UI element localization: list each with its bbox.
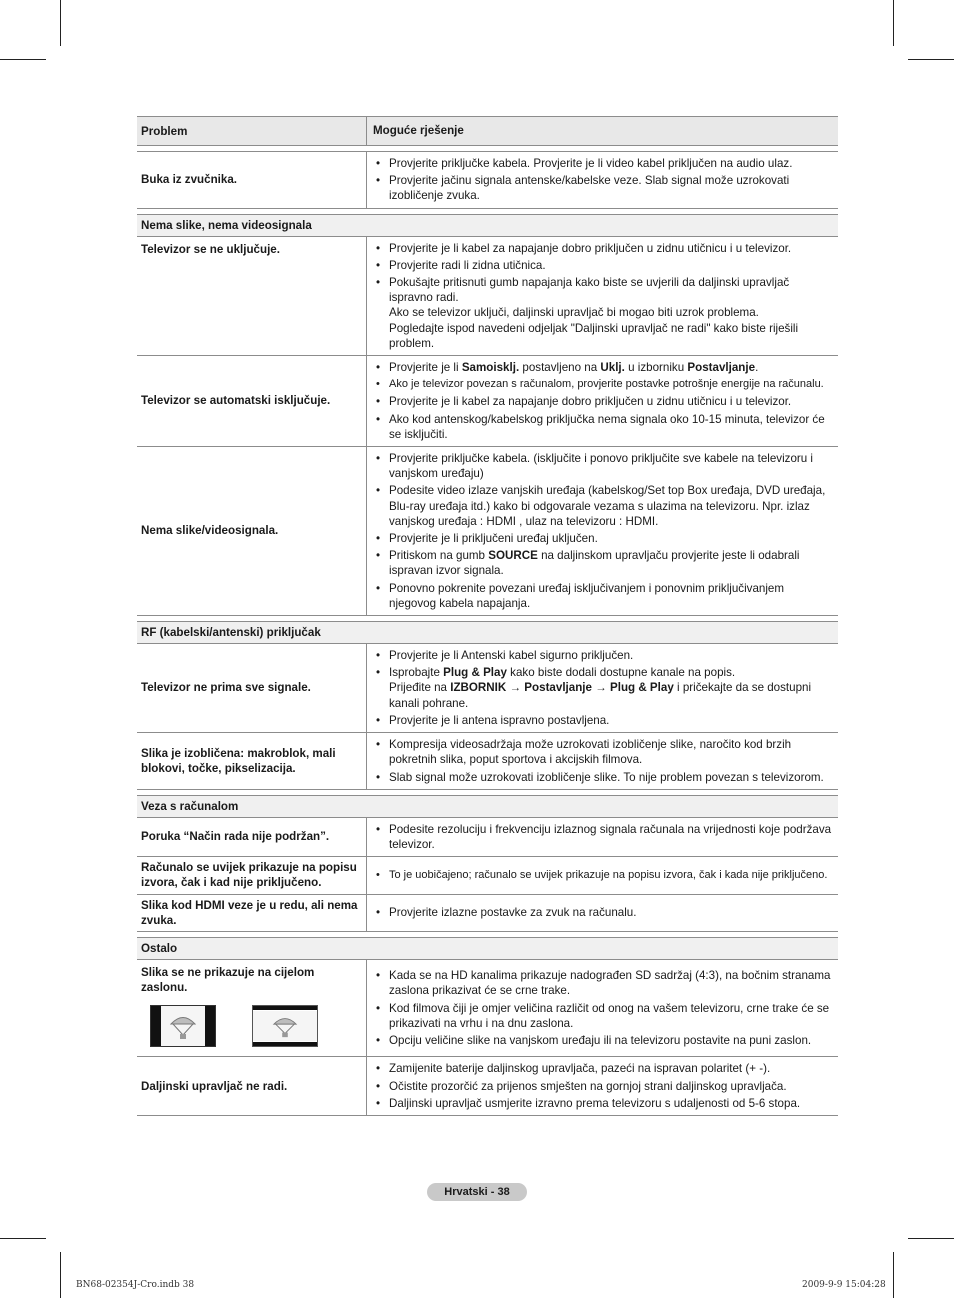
table-row [137, 1057, 838, 1116]
crop-mark [60, 0, 61, 46]
crop-mark [908, 1238, 954, 1239]
header-problem: Problem [137, 117, 367, 146]
solution-item: • Daljinski upravljač usmjerite izravno prema televizoru s udaljenosti od 5-6 stopa. [373, 1096, 834, 1111]
problem-cell: Slika kod HDMI veze je u redu, ali nema zvuka. [137, 894, 367, 931]
table-header [137, 117, 838, 146]
solution-item: • Kada se na HD kanalima prikazuje nadograđen SD sadržaj (4:3), na bočnim stranama zaslona prikazivat će se crne trake. [373, 968, 834, 998]
solution-cell [367, 894, 839, 931]
solution-item: • Provjerite izlazne postavke za zvuk na računalu. [373, 905, 834, 920]
crop-mark [893, 1252, 894, 1298]
solution-item: • Kod filmova čiji je omjer veličina različit od onog na vašem televizoru, crne trake će se prikazivati na vrhu i na dnu zaslona. [373, 1001, 834, 1031]
solution-item: • Očistite prozorčić za prijenos smješten na gornjoj strani daljinskog upravljača. [373, 1079, 834, 1094]
section-header: Veza s računalom [137, 795, 838, 817]
problem-cell: Slika je izobličena: makroblok, mali blokovi, točke, pikselizacija. [137, 733, 367, 790]
solution-item: • Provjerite priključke kabela. Provjerite je li video kabel priključen na audio ulaz. [373, 156, 834, 171]
table-row [137, 894, 838, 931]
crop-mark [60, 1252, 61, 1298]
solution-cell [367, 356, 839, 447]
table-row [137, 817, 838, 856]
header-solution: Moguće rješenje [367, 117, 839, 146]
solution-item: • Provjerite je li priključeni uređaj uključen. [373, 531, 834, 546]
crop-mark [0, 1238, 46, 1239]
problem-cell: Televizor ne prima sve signale. [137, 644, 367, 733]
problem-cell: Nema slike/videosignala. [137, 447, 367, 616]
solution-cell [367, 733, 839, 790]
section-header: Nema slike, nema videosignala [137, 214, 838, 236]
solution-cell [367, 857, 839, 894]
solution-cell [367, 447, 839, 616]
section-header: Ostalo [137, 937, 838, 959]
problem-cell: Buka iz zvučnika. [137, 152, 367, 209]
solution-item: • Provjerite priključke kabela. (isključite i ponovo priključite sve kabele na televizoru i vanjskom uređaju) [373, 451, 834, 481]
solution-cell [367, 1057, 839, 1116]
solution-item: • Slab signal može uzrokovati izobličenje slike. To nije problem povezan s televizorom. [373, 770, 834, 785]
crop-mark [908, 59, 954, 60]
table-row [137, 447, 838, 616]
problem-cell: Daljinski upravljač ne radi. [137, 1057, 367, 1116]
solution-item: • Provjerite je li Antenski kabel sigurno priključen. [373, 648, 834, 663]
solution-item: • Pritiskom na gumb SOURCE na daljinskom upravljaču provjerite jeste li odabrali ispravan izvor signala. [373, 548, 834, 578]
solution-item: • Kompresija videosadržaja može uzrokovati izobličenje slike, naročito kod brzih pokretnih slika, poput sportova i akcijskih filmova. [373, 737, 834, 767]
solution-item: • Provjerite radi li zidna utičnica. [373, 258, 834, 273]
solution-item: • Opciju veličine slike na vanjskom uređaju ili na televizoru postavite na puni zaslon. [373, 1033, 834, 1048]
letterbox-screen-icon [252, 1005, 318, 1047]
solution-cell [367, 959, 839, 1056]
table-row [137, 236, 838, 355]
crop-mark [893, 0, 894, 46]
solution-item: • Provjerite jačinu signala antenske/kabelske veze. Slab signal može uzrokovati izobličenje zvuka. [373, 173, 834, 203]
solution-item: • Provjerite je li kabel za napajanje dobro priključen u zidnu utičnicu i u televizor. [373, 394, 834, 409]
table-row [137, 152, 838, 209]
solution-cell [367, 152, 839, 209]
aspect-ratio-illustrations [150, 1005, 362, 1047]
table-row [137, 857, 838, 894]
solution-item: • Ako je televizor povezan s računalom, provjerite postavke potrošnje energije na računalu. [373, 377, 834, 392]
solution-item: • Ponovno pokrenite povezani uređaj isključivanjem i ponovnim priključivanjem njegovog kabela napajanja. [373, 581, 834, 611]
table-row [137, 959, 838, 1056]
section-header: RF (kabelski/antenski) priključak [137, 622, 838, 644]
problem-cell: Računalo se uvijek prikazuje na popisu izvora, čak i kad nije priključeno. [137, 857, 367, 894]
table-row [137, 733, 838, 790]
troubleshooting-table [137, 116, 838, 1116]
pillarbox-screen-icon [150, 1005, 216, 1047]
solution-item: • Provjerite je li antena ispravno postavljena. [373, 713, 834, 728]
problem-cell [137, 959, 367, 1056]
problem-cell: Televizor se ne uključuje. [137, 236, 367, 355]
problem-cell: Poruka “Način rada nije podržan”. [137, 817, 367, 856]
solution-item: • Isprobajte Plug & Play kako biste dodali dostupne kanale na popis. Prijeđite na IZBORNIK → Postavljanje → Plug & Play i pričekajte da se dostupni kanali pohrane. [373, 665, 834, 711]
solution-cell [367, 236, 839, 355]
solution-item: • Pokušajte pritisnuti gumb napajanja kako biste se uvjerili da daljinski upravljač ispravno radi. Ako se televizor uključi, daljinski upravljač bi mogao biti uzrok problema. Pogledajte ispod navedeni odjeljak "Daljinski upravljač ne radi" kako biste riješili problem. [373, 275, 834, 351]
problem-label: Slika se ne prikazuje na cijelom zaslonu. [141, 965, 315, 995]
solution-item: • To je uobičajeno; računalo se uvijek prikazuje na popisu izvora, čak i kada nije priključeno. [373, 868, 834, 883]
solution-cell [367, 644, 839, 733]
table-row [137, 356, 838, 447]
solution-item: • Provjerite je li kabel za napajanje dobro priključen u zidnu utičnicu i u televizor. [373, 241, 834, 256]
solution-item: • Podesite video izlaze vanjskih uređaja (kabelskog/Set top Box uređaja, DVD uređaja, Blu-ray uređaja itd.) kako bi odgovarale vezama s ulazima na televizoru. Npr. izlaz vanjskog uređaja : HDMI , ulaz na televizoru : HDMI. [373, 483, 834, 529]
solution-item: • Provjerite je li Samoisklj. postavljeno na Uklj. u izborniku Postavljanje. [373, 360, 834, 375]
solution-item: • Ako kod antenskog/kabelskog priključka nema signala oko 10-15 minuta, televizor će se isključiti. [373, 412, 834, 442]
solution-item: • Zamijenite baterije daljinskog upravljača, pazeći na ispravan polaritet (+ -). [373, 1061, 834, 1076]
solution-item: • Podesite rezoluciju i frekvenciju izlaznog signala računala na vrijednosti koje podržava televizor. [373, 822, 834, 852]
footer-file-info: BN68-02354J-Cro.indb 38 [76, 1280, 195, 1290]
problem-cell: Televizor se automatski isključuje. [137, 356, 367, 447]
solution-cell [367, 817, 839, 856]
page-number-label: Hrvatski - 38 [427, 1183, 527, 1201]
footer-timestamp: 2009-9-9 15:04:28 [802, 1280, 886, 1290]
table-row [137, 644, 838, 733]
crop-mark [0, 59, 46, 60]
